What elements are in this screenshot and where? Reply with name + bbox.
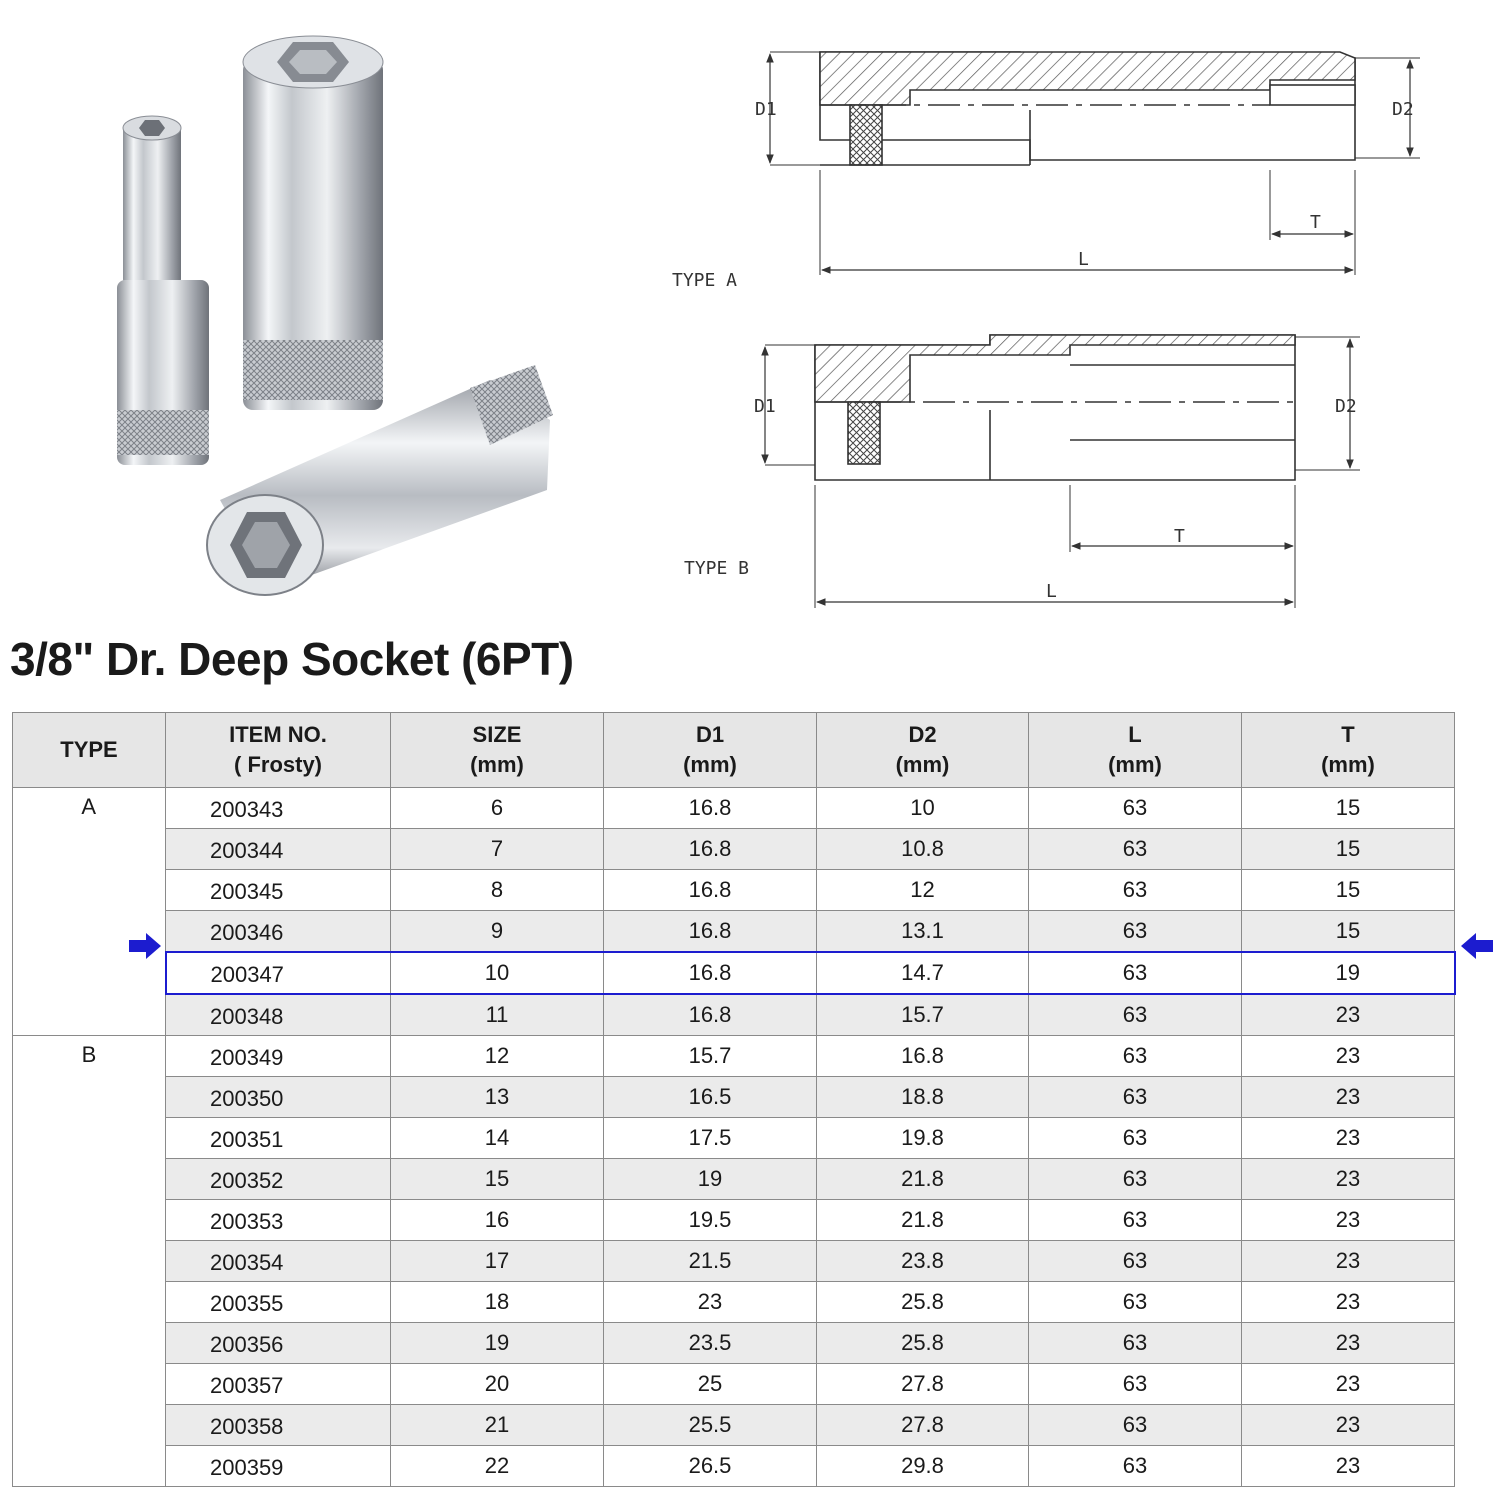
type-b-label: TYPE B — [684, 558, 750, 579]
t-cell: 23 — [1242, 1282, 1455, 1323]
item-cell: 200343 — [166, 788, 391, 829]
header-d2 — [817, 713, 1029, 788]
table-row — [13, 1077, 1455, 1118]
l-cell: 63 — [1029, 1405, 1242, 1446]
d2-cell: 18.8 — [817, 1077, 1029, 1118]
l-cell: 63 — [1029, 1323, 1242, 1364]
size-cell: 7 — [391, 829, 604, 870]
table-row — [13, 911, 1455, 953]
header-size — [391, 713, 604, 788]
l-cell: 63 — [1029, 952, 1242, 994]
d1-cell: 16.8 — [604, 829, 817, 870]
table-row — [13, 1446, 1455, 1487]
l-cell: 63 — [1029, 1159, 1242, 1200]
size-cell: 9 — [391, 911, 604, 953]
size-cell: 21 — [391, 1405, 604, 1446]
size-cell: 12 — [391, 1036, 604, 1077]
d1-cell: 16.8 — [604, 952, 817, 994]
l-cell: 63 — [1029, 1036, 1242, 1077]
header-line-2: (mm) — [683, 752, 737, 777]
type-b-d2-label: D2 — [1335, 396, 1357, 417]
item-cell: 200352 — [166, 1159, 391, 1200]
type-a-t-label: T — [1310, 212, 1321, 233]
t-cell: 23 — [1242, 1364, 1455, 1405]
item-cell: 200344 — [166, 829, 391, 870]
header-l — [1029, 713, 1242, 788]
d2-cell: 25.8 — [817, 1323, 1029, 1364]
size-cell: 22 — [391, 1446, 604, 1487]
d1-cell: 15.7 — [604, 1036, 817, 1077]
table-row — [13, 952, 1455, 994]
header-line-1: T — [1341, 722, 1355, 747]
t-cell: 23 — [1242, 1323, 1455, 1364]
size-cell: 16 — [391, 1200, 604, 1241]
l-cell: 63 — [1029, 1200, 1242, 1241]
t-cell: 23 — [1242, 1446, 1455, 1487]
l-cell: 63 — [1029, 1118, 1242, 1159]
item-cell: 200349 — [166, 1036, 391, 1077]
header-t — [1242, 713, 1455, 788]
item-cell: 200356 — [166, 1323, 391, 1364]
d1-cell: 16.8 — [604, 911, 817, 953]
table-row — [13, 1405, 1455, 1446]
header-line-2: (mm) — [1321, 752, 1375, 777]
d2-cell: 15.7 — [817, 994, 1029, 1036]
l-cell: 63 — [1029, 870, 1242, 911]
t-cell: 23 — [1242, 1200, 1455, 1241]
size-cell: 15 — [391, 1159, 604, 1200]
d1-cell: 23 — [604, 1282, 817, 1323]
d1-cell: 17.5 — [604, 1118, 817, 1159]
d1-cell: 26.5 — [604, 1446, 817, 1487]
d1-cell: 16.5 — [604, 1077, 817, 1118]
header-line-1: D1 — [695, 722, 725, 747]
d2-cell: 19.8 — [817, 1118, 1029, 1159]
item-cell: 200346 — [166, 911, 391, 953]
l-cell: 63 — [1029, 994, 1242, 1036]
size-cell: 18 — [391, 1282, 604, 1323]
type-a-d1-label: D1 — [755, 99, 777, 120]
t-cell: 15 — [1242, 829, 1455, 870]
size-cell: 13 — [391, 1077, 604, 1118]
header-type — [13, 713, 166, 788]
arrow-left-icon — [1460, 931, 1494, 961]
table-row — [13, 1036, 1455, 1077]
d2-cell: 25.8 — [817, 1282, 1029, 1323]
d2-cell: 27.8 — [817, 1405, 1029, 1446]
header-line-1: SIZE — [472, 722, 522, 747]
table-row — [13, 1159, 1455, 1200]
l-cell: 63 — [1029, 1446, 1242, 1487]
type-b-t-label: T — [1174, 526, 1185, 547]
type-cell: A — [13, 788, 166, 1036]
tall-socket — [243, 36, 383, 410]
table-row — [13, 1118, 1455, 1159]
table-row — [13, 870, 1455, 911]
spec-table — [12, 712, 1456, 1487]
l-cell: 63 — [1029, 911, 1242, 953]
type-a-drawing — [770, 52, 1420, 275]
technical-diagram — [650, 30, 1450, 620]
size-cell: 10 — [391, 952, 604, 994]
header-line-1: TYPE — [60, 737, 118, 762]
d1-cell: 23.5 — [604, 1323, 817, 1364]
t-cell: 15 — [1242, 911, 1455, 953]
size-cell: 14 — [391, 1118, 604, 1159]
type-a-l-label: L — [1078, 249, 1089, 270]
type-b-l-label: L — [1046, 581, 1057, 602]
d1-cell: 21.5 — [604, 1241, 817, 1282]
table-header-row — [13, 713, 1455, 788]
l-cell: 63 — [1029, 1077, 1242, 1118]
t-cell: 23 — [1242, 1159, 1455, 1200]
l-cell: 63 — [1029, 1282, 1242, 1323]
page-title: 3/8" Dr. Deep Socket (6PT) — [10, 633, 574, 685]
size-cell: 11 — [391, 994, 604, 1036]
d1-cell: 19 — [604, 1159, 817, 1200]
t-cell: 23 — [1242, 1036, 1455, 1077]
header-line-2: (mm) — [1108, 752, 1162, 777]
item-cell: 200348 — [166, 994, 391, 1036]
header-line-1: L — [1128, 722, 1142, 747]
d1-cell: 19.5 — [604, 1200, 817, 1241]
t-cell: 15 — [1242, 870, 1455, 911]
d1-cell: 25.5 — [604, 1405, 817, 1446]
type-cell: B — [13, 1036, 166, 1487]
header-line-1: ITEM NO. — [229, 722, 327, 747]
item-cell: 200347 — [166, 952, 391, 994]
item-cell: 200351 — [166, 1118, 391, 1159]
t-cell: 15 — [1242, 788, 1455, 829]
type-b-d1-label: D1 — [754, 396, 776, 417]
table-row — [13, 1282, 1455, 1323]
arrow-right-icon — [128, 931, 162, 961]
d2-cell: 16.8 — [817, 1036, 1029, 1077]
type-b-drawing — [765, 335, 1360, 608]
item-cell: 200358 — [166, 1405, 391, 1446]
header-item-no — [166, 713, 391, 788]
t-cell: 23 — [1242, 994, 1455, 1036]
l-cell: 63 — [1029, 829, 1242, 870]
size-cell: 17 — [391, 1241, 604, 1282]
d2-cell: 29.8 — [817, 1446, 1029, 1487]
d1-cell: 16.8 — [604, 870, 817, 911]
d2-cell: 27.8 — [817, 1364, 1029, 1405]
table-row — [13, 1241, 1455, 1282]
d2-cell: 10 — [817, 788, 1029, 829]
type-a-label: TYPE A — [672, 270, 738, 291]
d2-cell: 10.8 — [817, 829, 1029, 870]
size-cell: 8 — [391, 870, 604, 911]
table-row — [13, 994, 1455, 1036]
t-cell: 23 — [1242, 1118, 1455, 1159]
size-cell: 20 — [391, 1364, 604, 1405]
item-cell: 200350 — [166, 1077, 391, 1118]
item-cell: 200354 — [166, 1241, 391, 1282]
d2-cell: 23.8 — [817, 1241, 1029, 1282]
small-socket — [117, 116, 209, 465]
header-d1 — [604, 713, 817, 788]
product-photo — [95, 20, 575, 605]
table-row — [13, 1323, 1455, 1364]
header-line-1: D2 — [908, 722, 937, 747]
header-line-2: (mm) — [895, 752, 950, 777]
size-cell: 19 — [391, 1323, 604, 1364]
header-line-2: (mm) — [470, 752, 524, 777]
l-cell: 63 — [1029, 1364, 1242, 1405]
t-cell: 19 — [1242, 952, 1455, 994]
d2-cell: 21.8 — [817, 1200, 1029, 1241]
d2-cell: 14.7 — [817, 952, 1029, 994]
table-row — [13, 1200, 1455, 1241]
l-cell: 63 — [1029, 1241, 1242, 1282]
d2-cell: 21.8 — [817, 1159, 1029, 1200]
l-cell: 63 — [1029, 788, 1242, 829]
t-cell: 23 — [1242, 1241, 1455, 1282]
d1-cell: 16.8 — [604, 788, 817, 829]
d1-cell: 25 — [604, 1364, 817, 1405]
item-cell: 200359 — [166, 1446, 391, 1487]
table-row — [13, 1364, 1455, 1405]
item-cell: 200353 — [166, 1200, 391, 1241]
item-cell: 200357 — [166, 1364, 391, 1405]
d2-cell: 13.1 — [817, 911, 1029, 953]
header-line-2: ( Frosty) — [234, 752, 322, 777]
t-cell: 23 — [1242, 1077, 1455, 1118]
size-cell: 6 — [391, 788, 604, 829]
table-row — [13, 829, 1455, 870]
type-a-d2-label: D2 — [1392, 99, 1414, 120]
table-row — [13, 788, 1455, 829]
d2-cell: 12 — [817, 870, 1029, 911]
t-cell: 23 — [1242, 1405, 1455, 1446]
item-cell: 200345 — [166, 870, 391, 911]
d1-cell: 16.8 — [604, 994, 817, 1036]
item-cell: 200355 — [166, 1282, 391, 1323]
